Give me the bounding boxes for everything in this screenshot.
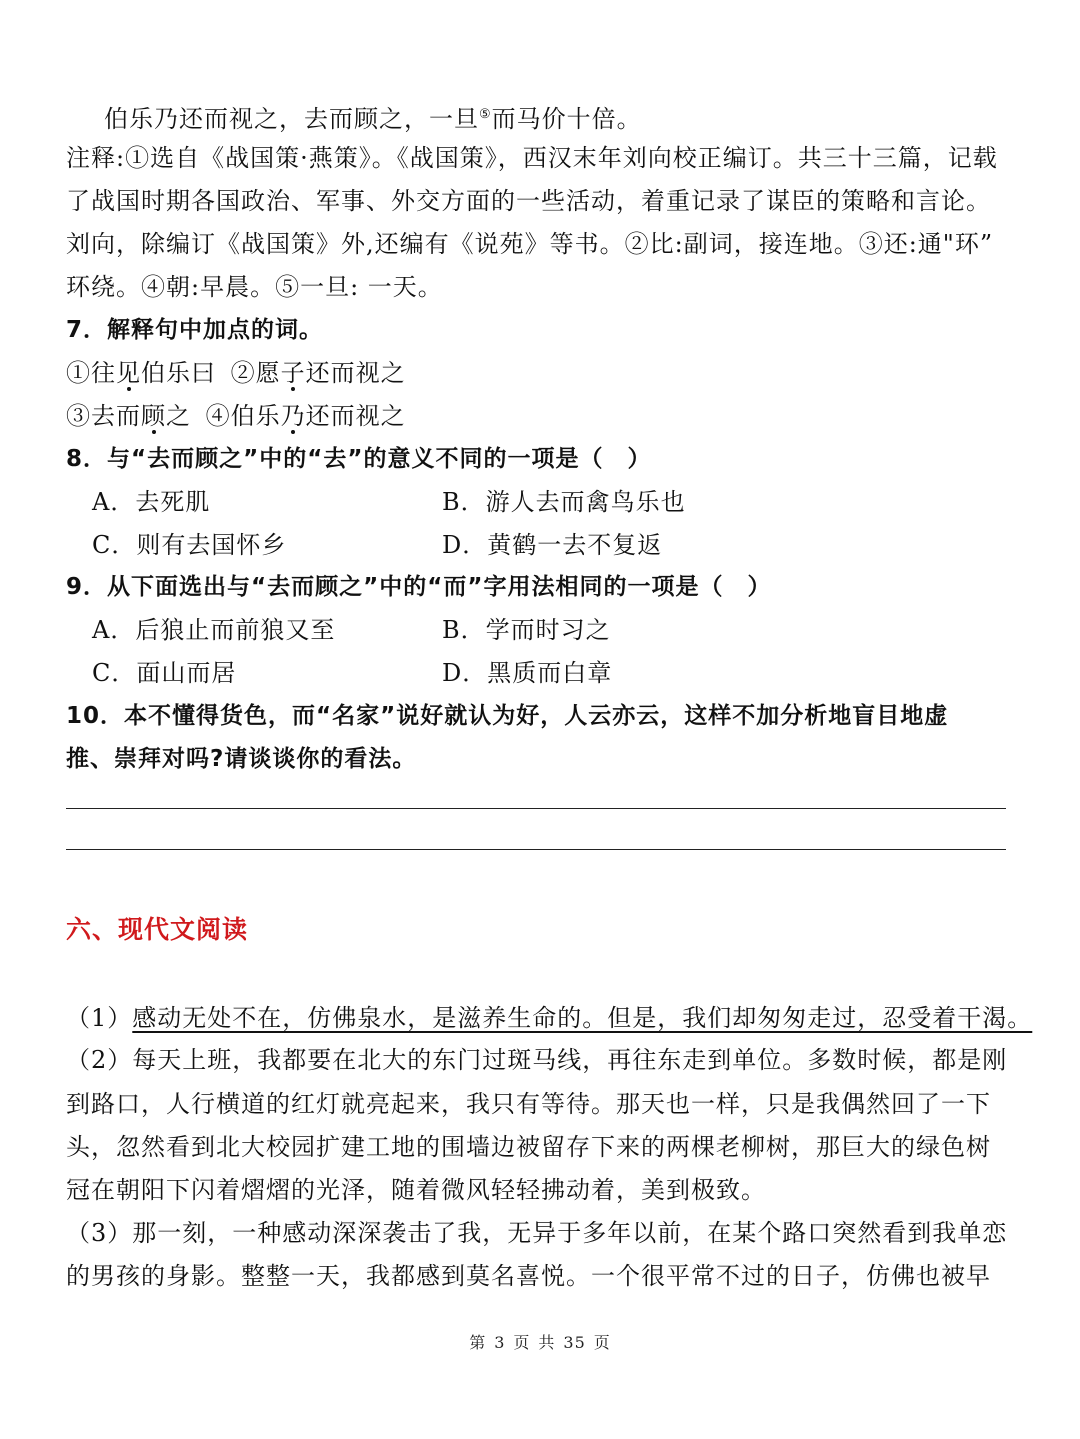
- note-line: 了战国时期各国政治、军事、外交方面的一些活动，着重记录了谋臣的策略和言论。: [66, 187, 991, 215]
- footer-text: 共: [538, 1333, 556, 1352]
- q9-option-c: C．面山而居: [92, 659, 237, 687]
- q7-text: ①往: [66, 359, 116, 387]
- question-10-line-1: 10．本不懂得货色，而“名家”说好就认为好，人云亦云，这样不加分析地盲目地虚: [66, 703, 949, 729]
- question-9-title: 9．从下面选出与“去而顾之”中的“而”字用法相同的一项是（ ）: [66, 574, 772, 600]
- question-7-row-2: [66, 399, 1020, 433]
- page-footer: [0, 1330, 1080, 1353]
- footer-text: 页: [513, 1333, 531, 1352]
- footnote-mark: ⑤: [479, 107, 492, 122]
- question-7-row-1: [66, 356, 1020, 390]
- footer-text: 页: [593, 1333, 611, 1352]
- underlined-sentence: 感动无处不在，仿佛泉水，是滋养生命的。但是，我们却匆匆走过，忍受着干渴。: [132, 1004, 1033, 1032]
- passage-line: （3）那一刻，一种感动深深袭击了我，无异于多年以前，在某个路口突然看到我单恋: [66, 1219, 1008, 1247]
- passage-line: （2）每天上班，我都要在北大的东门过斑马线，再往东走到单位。多数时候，都是刚: [66, 1046, 1008, 1074]
- q8-option-b: B．游人去而禽鸟乐也: [442, 488, 686, 516]
- passage-line: 冠在朝阳下闪着熠熠的光泽，随着微风轻轻拂动着，美到极致。: [66, 1176, 766, 1204]
- total-pages: 35: [563, 1333, 586, 1352]
- passage-paragraph-1: [66, 1001, 1033, 1035]
- q8-option-d: D．黄鹤一去不复返: [442, 531, 663, 559]
- footer-text: 第: [469, 1333, 487, 1352]
- q9-option-d: D．黑质而白章: [442, 659, 613, 687]
- q7-text: ④伯乐: [205, 402, 281, 430]
- current-page-number: 3: [494, 1333, 506, 1352]
- classical-text-part: 而马价十倍。: [491, 105, 642, 133]
- passage-line: 到路口，人行横道的红灯就亮起来，我只有等待。那天也一样，只是我偶然回了一下: [66, 1090, 991, 1118]
- q7-text: ③去而: [66, 402, 141, 430]
- dotted-word: 顾: [141, 402, 166, 430]
- question-10-line-2: 推、崇拜对吗?请谈谈你的看法。: [66, 746, 417, 772]
- q7-text: ②愿: [230, 359, 281, 387]
- q8-option-c: C．则有去国怀乡: [92, 531, 287, 559]
- question-7-title: 7．解释句中加点的词。: [66, 317, 324, 343]
- passage-line: 的男孩的身影。整整一天，我都感到莫名喜悦。一个很平常不过的日子，仿佛也被早: [66, 1262, 991, 1290]
- note-line: 刘向，除编订《战国策》外,还编有《说苑》等书。②比:副词，接连地。③还:通"环”: [66, 230, 994, 258]
- note-line: 环绕。④朝:早晨。⑤一旦: 一天。: [66, 273, 443, 301]
- section-heading: 六、现代文阅读: [66, 915, 249, 944]
- question-8-title: 8．与“去而顾之”中的“去”的意义不同的一项是（ ）: [66, 446, 652, 472]
- q7-text: 伯乐曰: [141, 359, 216, 387]
- q7-text: 还而视之: [305, 402, 406, 430]
- classical-text-line: [104, 98, 1020, 136]
- dotted-word: 乃: [280, 402, 306, 430]
- dotted-word: 见: [116, 359, 141, 387]
- q8-option-a: A．去死肌: [92, 488, 211, 516]
- note-line: 注释:①选自《战国策·燕策》。《战国策》，西汉末年刘向校正编订。共三十三篇，记载: [66, 144, 998, 172]
- q7-text: 还而视之: [305, 359, 406, 387]
- answer-line: [66, 849, 1006, 850]
- classical-text-part: 伯乐乃还而视之，去而顾之，一旦: [104, 105, 479, 133]
- answer-line: [66, 808, 1006, 809]
- q7-text: 之: [166, 402, 191, 430]
- paragraph-number: （1）: [66, 1004, 133, 1032]
- dotted-word: 子: [280, 359, 306, 387]
- q9-option-b: B．学而时习之: [442, 616, 611, 644]
- q9-option-a: A．后狼止而前狼又至: [92, 616, 336, 644]
- passage-line: 头，忽然看到北大校园扩建工地的围墙边被留存下来的两棵老柳树，那巨大的绿色树: [66, 1133, 991, 1161]
